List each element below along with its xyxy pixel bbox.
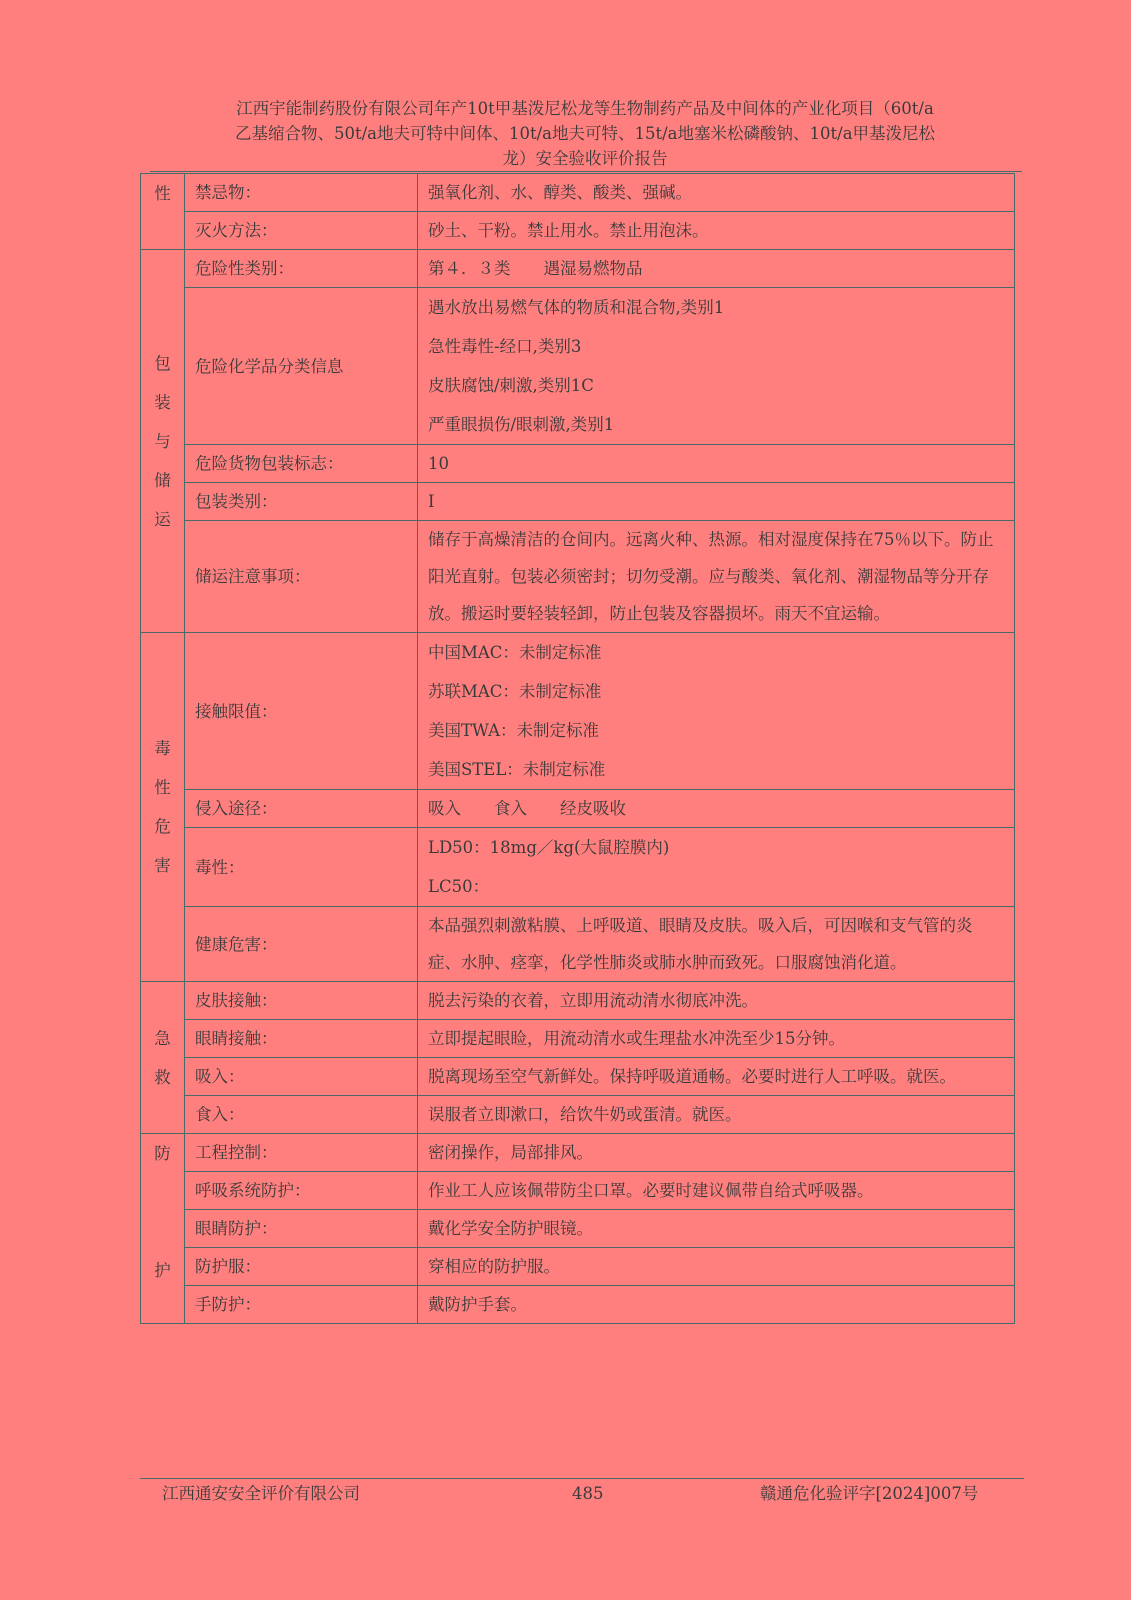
row-value: 穿相应的防护服。 [418,1248,1015,1286]
row-label: 接触限值： [185,633,418,790]
table-row [141,288,1015,445]
row-value: 本品强烈刺激粘膜、上呼吸道、眼睛及皮肤。吸入后，可因喉和支气管的炎症、水肿、痉挛，化学性肺炎或肺水肿而致死。口服腐蚀消化道。 [418,907,1015,982]
row-label: 防护服： [185,1248,418,1286]
table-row [141,212,1015,250]
section-spacer [141,1173,184,1212]
section-char: 装 [154,392,171,412]
table-row [141,907,1015,982]
row-value: 强氧化剂、水、醇类、酸类、强碱。 [418,174,1015,212]
row-value [418,828,1015,907]
section-first-aid [141,982,185,1134]
table-row [141,633,1015,790]
section-char: 护 [154,1261,171,1280]
row-label: 吸入： [185,1058,418,1096]
section-spacer [141,1212,184,1251]
footer-divider [140,1478,1024,1479]
row-label: 眼睛防护： [185,1210,418,1248]
header-line-1: 江西宇能制药股份有限公司年产10t甲基泼尼松龙等生物制药产品及中间体的产业化项目（60t/a [236,99,934,118]
row-label: 健康危害： [185,907,418,982]
table-row [141,1248,1015,1286]
row-label: 储运注意事项： [185,521,418,633]
section-char: 危 [154,817,171,836]
report-header [150,96,1020,171]
header-line-2: 乙基缩合物、50t/a地夫可特中间体、10t/a地夫可特、15t/a地塞米松磷酸钠、10t/a甲基泼尼松 [234,124,936,143]
row-label: 危险化学品分类信息 [185,288,418,445]
row-value: 储存于高燥清洁的仓间内。远离火种、热源。相对湿度保持在75％以下。防止阳光直射。包装必须密封；切勿受潮。应与酸类、氧化剂、潮湿物品等分开存放。搬运时要轻装轻卸，防止包装及容器损坏。雨天不宜运输。 [418,521,1015,633]
row-value: 误服者立即漱口，给饮牛奶或蛋清。就医。 [418,1096,1015,1134]
ghs-item: 急性毒性-经口,类别3 [428,337,582,356]
row-value: 脱离现场至空气新鲜处。保持呼吸道通畅。必要时进行人工呼吸。就医。 [418,1058,1015,1096]
exposure-item: 苏联MAC：未制定标准 [428,682,602,701]
table-row [141,828,1015,907]
table-row [141,483,1015,521]
section-protection [141,1134,185,1324]
row-value: 戴化学安全防护眼镜。 [418,1210,1015,1248]
ghs-item: 遇水放出易燃气体的物质和混合物,类别1 [428,298,725,317]
section-char: 毒 [154,739,171,758]
table-row [141,1210,1015,1248]
table-row [141,790,1015,828]
table-row [141,1096,1015,1134]
section-packaging [141,250,185,633]
row-label: 侵入途径： [185,790,418,828]
footer-company: 江西通安安全评价有限公司 [162,1484,360,1503]
section-toxicity [141,633,185,982]
section-char: 储 [154,470,171,490]
table-row [141,250,1015,288]
row-value: 密闭操作，局部排风。 [418,1134,1015,1172]
table-row [141,445,1015,483]
table-row [141,174,1015,212]
section-char: 防 [154,1144,171,1163]
exposure-item: 中国MAC：未制定标准 [428,643,602,662]
row-label: 禁忌物： [185,174,418,212]
safety-data-table [140,173,1015,1324]
section-char: 运 [154,509,171,529]
table-row [141,1172,1015,1210]
row-value: 第４．３类 遇湿易燃物品 [418,250,1015,288]
row-value: 脱去污染的衣着，立即用流动清水彻底冲洗。 [418,982,1015,1020]
table-row [141,1020,1015,1058]
row-label: 食入： [185,1096,418,1134]
exposure-item: 美国TWA：未制定标准 [428,721,600,740]
ghs-item: 严重眼损伤/眼刺激,类别1 [428,415,615,434]
row-label: 灭火方法： [185,212,418,250]
section-properties: 性 [141,174,185,250]
row-label: 皮肤接触： [185,982,418,1020]
row-label: 毒性： [185,828,418,907]
row-label: 工程控制： [185,1134,418,1172]
row-label: 呼吸系统防护： [185,1172,418,1210]
section-char: 急 [154,1028,171,1048]
row-value: Ⅰ [418,483,1015,521]
section-char: 性 [154,778,171,797]
row-value: 立即提起眼睑，用流动清水或生理盐水冲洗至少15分钟。 [418,1020,1015,1058]
row-label: 包装类别： [185,483,418,521]
page-number: 485 [572,1484,604,1503]
header-line-3: 龙）安全验收评价报告 [502,149,668,168]
row-value [418,288,1015,445]
row-value: 10 [418,445,1015,483]
row-label: 眼睛接触： [185,1020,418,1058]
table-row [141,521,1015,633]
row-label: 危险性类别： [185,250,418,288]
section-char: 救 [154,1067,171,1087]
section-char: 与 [154,431,171,451]
row-value: 砂土、干粉。禁止用水。禁止用泡沫。 [418,212,1015,250]
table-row [141,1058,1015,1096]
document-number: 赣通危化验评字[2024]007号 [760,1484,979,1503]
toxicity-item: LD50：18mg／kg(大鼠腔膜内) [428,838,670,857]
row-value: 吸入 食入 经皮吸收 [418,790,1015,828]
ghs-item: 皮肤腐蚀/刺激,类别1C [428,376,594,395]
row-value: 作业工人应该佩带防尘口罩。必要时建议佩带自给式呼吸器。 [418,1172,1015,1210]
section-char: 害 [154,856,171,875]
table-row [141,1134,1015,1172]
row-label: 手防护： [185,1286,418,1324]
row-label: 危险货物包装标志： [185,445,418,483]
table-row [141,1286,1015,1324]
section-char: 包 [154,353,171,373]
header-divider [150,171,1022,172]
toxicity-item: LC50： [428,877,490,896]
row-value: 戴防护手套。 [418,1286,1015,1324]
table-row [141,982,1015,1020]
row-value [418,633,1015,790]
exposure-item: 美国STEL：未制定标准 [428,760,606,779]
